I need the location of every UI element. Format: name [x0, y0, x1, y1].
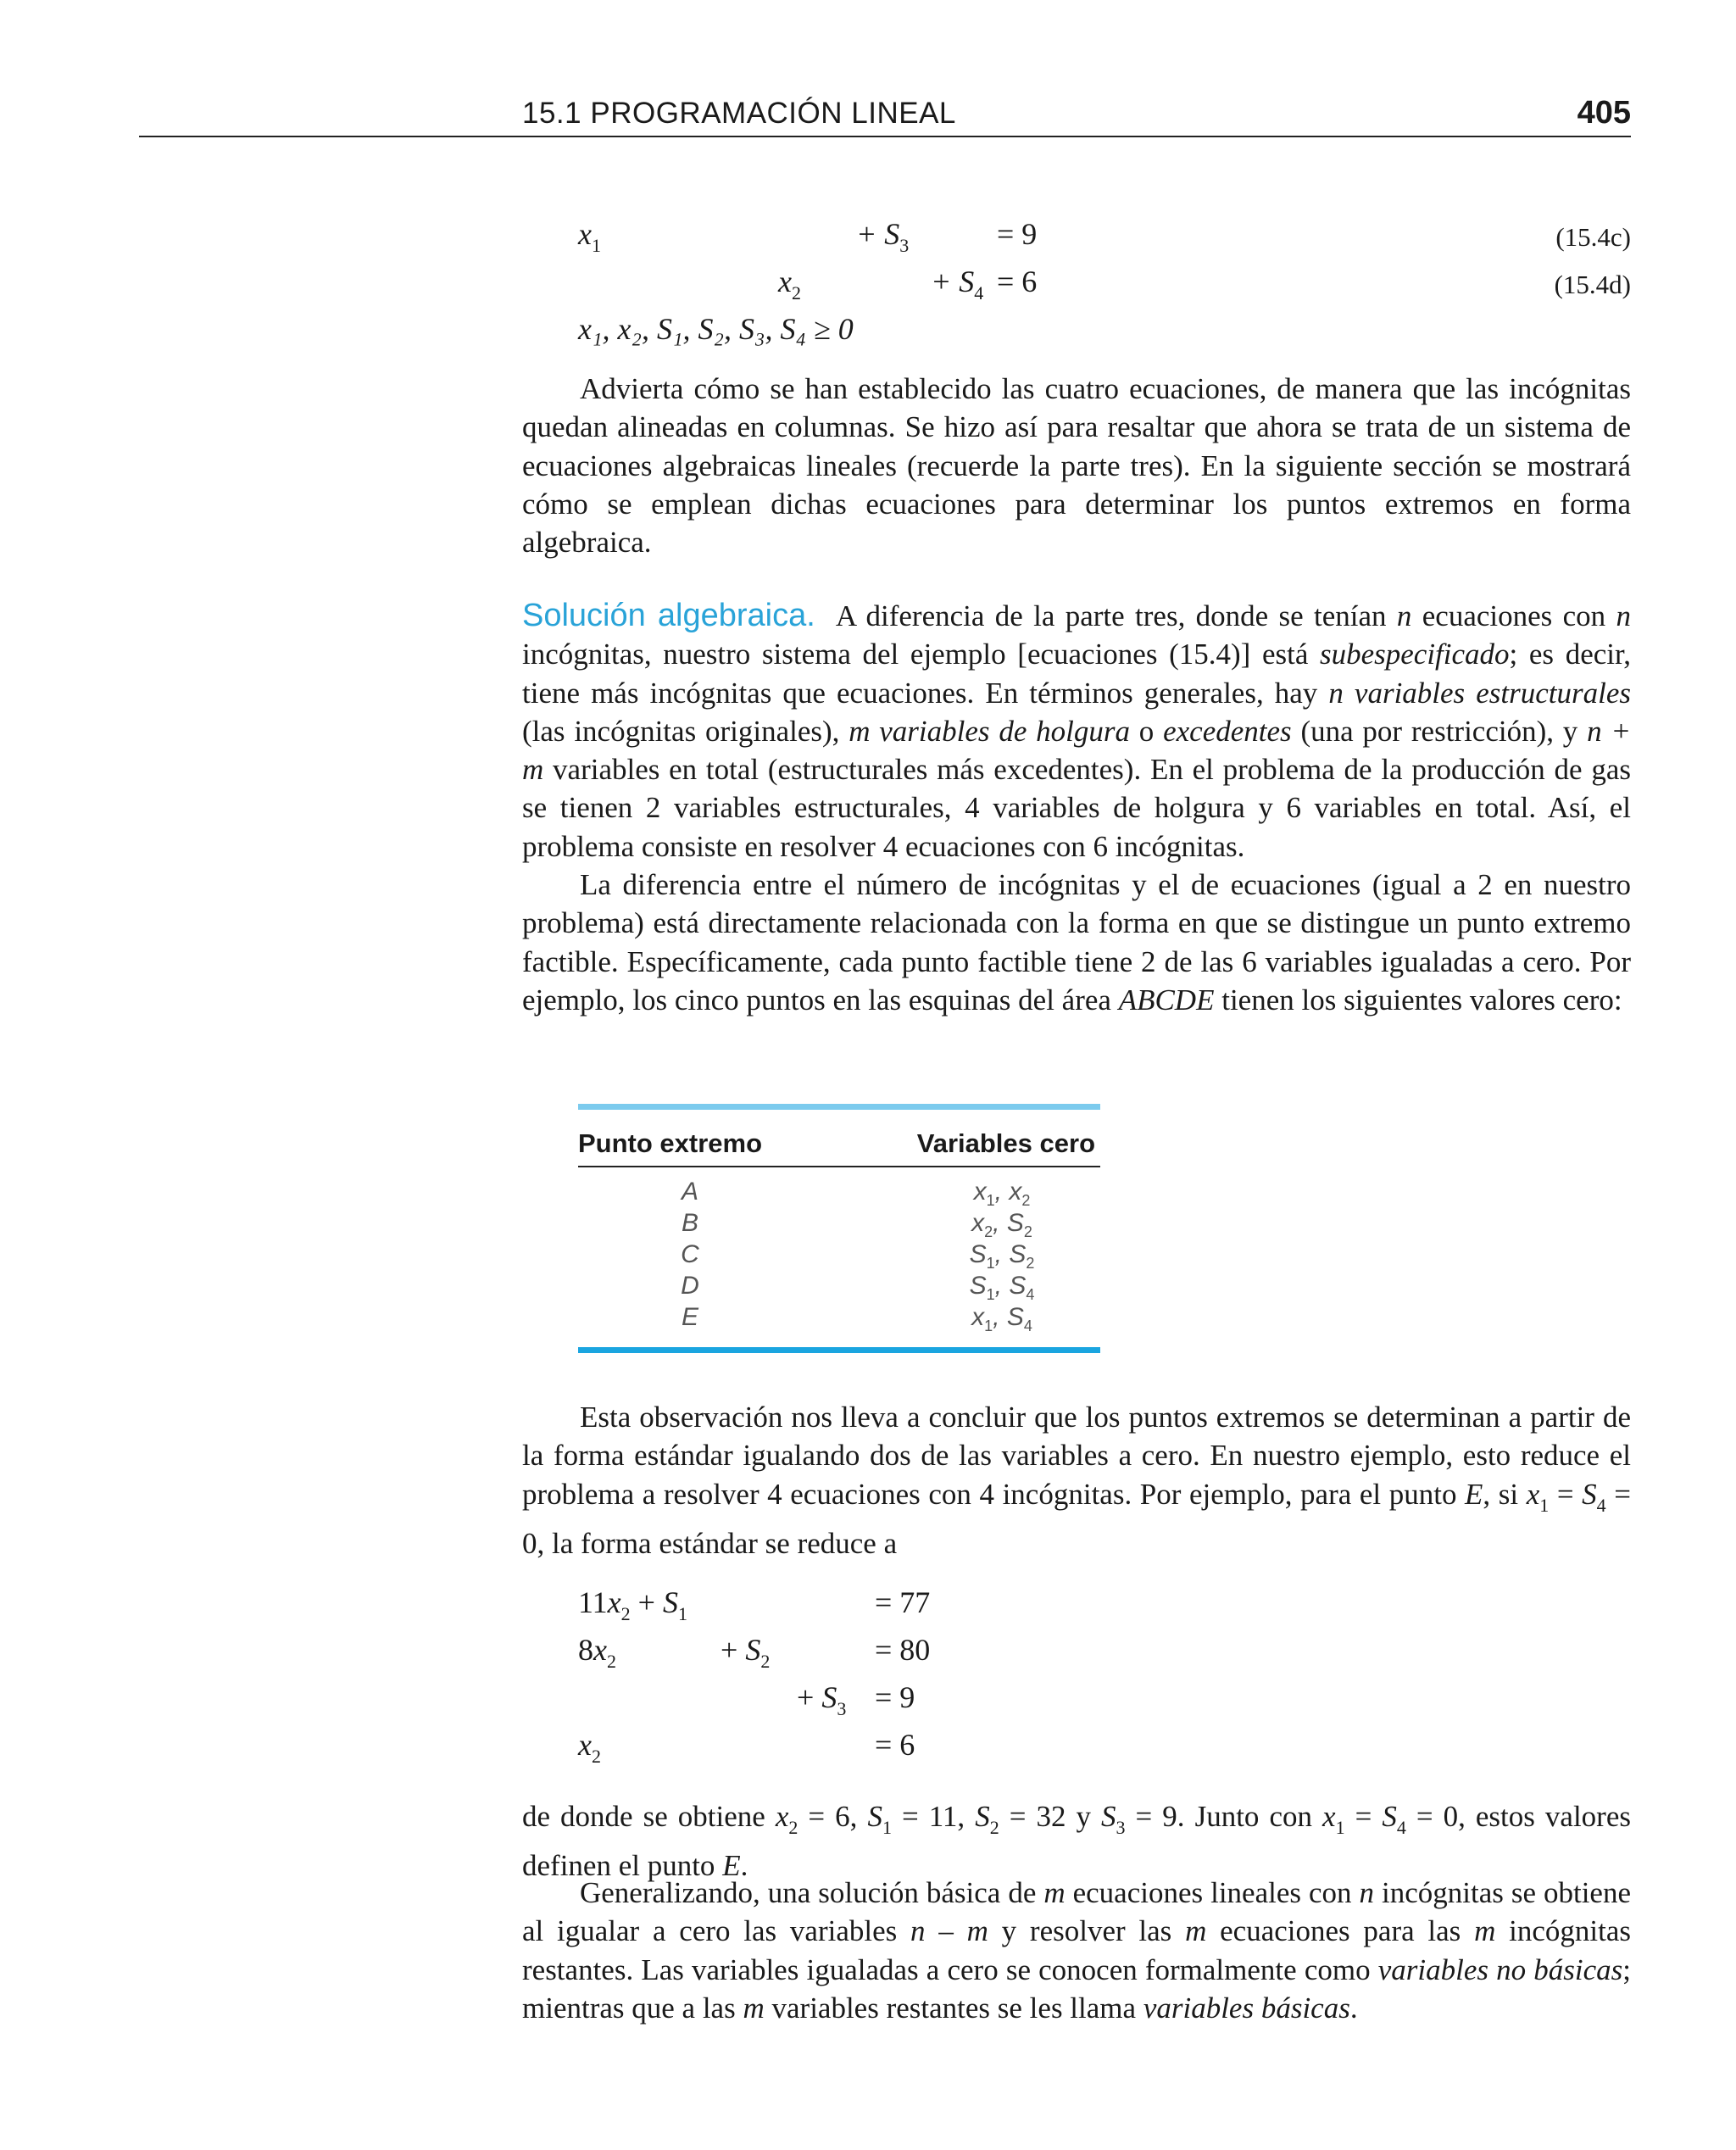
- paragraph-generalization: Generalizando, una solución básica de m ecuaciones lineales con n incógnitas se obtiene al igualar a cero las variables n – m y resolver las m ecuaciones para las m incógnitas restantes. Las variables igualadas a cero se conocen formalmente como variables no básicas; mientras que a las m variables restantes se les llama variables básicas.: [522, 1876, 1631, 2025]
- zero-variables-table: [578, 1104, 1100, 1353]
- system-row-1-lhs: $11x_2 + S_1$: [578, 1585, 687, 1624]
- table-header: [578, 1110, 1100, 1166]
- column-header-zero-vars: Variables cero: [916, 1128, 1095, 1158]
- column-header-point: Punto extremo: [578, 1128, 763, 1158]
- system-row-2-s2: + $S_2$: [721, 1633, 771, 1672]
- table-top-rule: [578, 1104, 1100, 1110]
- header-rule: [139, 136, 1631, 137]
- equation-label-15-4d: (15.4d): [1554, 270, 1631, 299]
- paragraph-result: de donde se obtiene $x_2 = 6$, $S_1 = 11$, $S_2 = 32$ y $S_3 = 9$. Junto con $x_1 = S_4 = 0$, estos valores definen el punto E.: [522, 1800, 1631, 1883]
- paragraph-observation: Esta observación nos lleva a concluir que los puntos extremos se determinan a partir de la forma estándar igualando dos de las variables a cero. En nuestro ejemplo, esto reduce el problema a resolver 4 ecuaciones con 4 incógnitas. Por ejemplo, para el punto E, si $x_1 = S_4 = 0$, la forma estándar se reduce a: [522, 1401, 1631, 1560]
- system-row-3-rhs: = 9: [875, 1680, 915, 1714]
- equation-15-4d-rhs: = 6: [997, 265, 1038, 298]
- paragraph-difference: La diferencia entre el número de incógnitas y el de ecuaciones (igual a 2 en nuestro problema) está directamente relacionada con la forma en que se distingue un punto extremo factible. Específicamente, cada punto factible tiene 2 de las 6 variables igualadas a cero. Por ejemplo, los cinco puntos en las esquinas del área ABCDE tienen los siguientes valores cero:: [522, 868, 1631, 1017]
- equation-15-4c-x1: $x_1$: [578, 217, 601, 256]
- equation-15-4d-s4: + $S_4$: [931, 265, 984, 304]
- system-row-4-x2: $x_2$: [578, 1728, 601, 1767]
- system-row-4-rhs: = 6: [875, 1728, 915, 1762]
- system-row-3-s3: + $S_3$: [797, 1680, 847, 1719]
- nonnegativity-constraint: x₁, x₂, S₁, S₂, S₃, S₄ ≥ 0: [578, 312, 854, 346]
- equation-15-4c-s3: + $S_3$: [856, 217, 910, 256]
- table-body: [578, 1167, 1100, 1347]
- equation-15-4d-x2: $x_2$: [778, 265, 801, 304]
- system-row-2-rhs: = 80: [875, 1633, 931, 1667]
- table-row: C $S_1$, $S_2$: [681, 1240, 1035, 1272]
- running-header: 15.1 PROGRAMACIÓN LINEAL: [522, 97, 956, 130]
- table-row: E $x_1$, $S_4$: [681, 1303, 1032, 1334]
- system-row-2-lhs: $8x_2$: [578, 1633, 616, 1672]
- table-row: A $x_1$, $x_2$: [681, 1178, 1031, 1209]
- section-title: Solución algebraica.: [522, 598, 815, 633]
- equation-label-15-4c: (15.4c): [1555, 222, 1631, 252]
- page-number: 405: [1577, 95, 1631, 131]
- paragraph-intro: Advierta cómo se han establecido las cuatro ecuaciones, de manera que las incógnitas quedan alineadas en columnas. Se hizo así para resaltar que ahora se trata de un sistema de ecuaciones algebraicas lineales (recuerde la parte tres). En la siguiente sección se mostrará cómo se emplean dichas ecuaciones para determinar los puntos extremos en forma algebraica.: [522, 372, 1631, 560]
- equation-15-4c-rhs: = 9: [997, 217, 1038, 251]
- paragraph-algebraic-solution: Solución algebraica. A diferencia de la parte tres, donde se tenían n ecuaciones con n incógnitas, nuestro sistema del ejemplo [ecuaciones (15.4)] está subespecificado; es decir, tiene más incógnitas que ecuaciones. En términos generales, hay n variables estructurales (las incógnitas originales), m variables de holgura o excedentes (una por restricción), y n + m variables en total (estructurales más excedentes). En el problema de la producción de gas se tienen 2 variables estructurales, 4 variables de holgura y 6 variables en total. Así, el problema consiste en resolver 4 ecuaciones con 6 incógnitas.: [522, 598, 1631, 863]
- system-row-1-rhs: = 77: [875, 1585, 931, 1619]
- table-row: B $x_2$, $S_2$: [681, 1209, 1032, 1240]
- table-bottom-rule: [578, 1347, 1100, 1353]
- table-row: D $S_1$, $S_4$: [681, 1272, 1035, 1303]
